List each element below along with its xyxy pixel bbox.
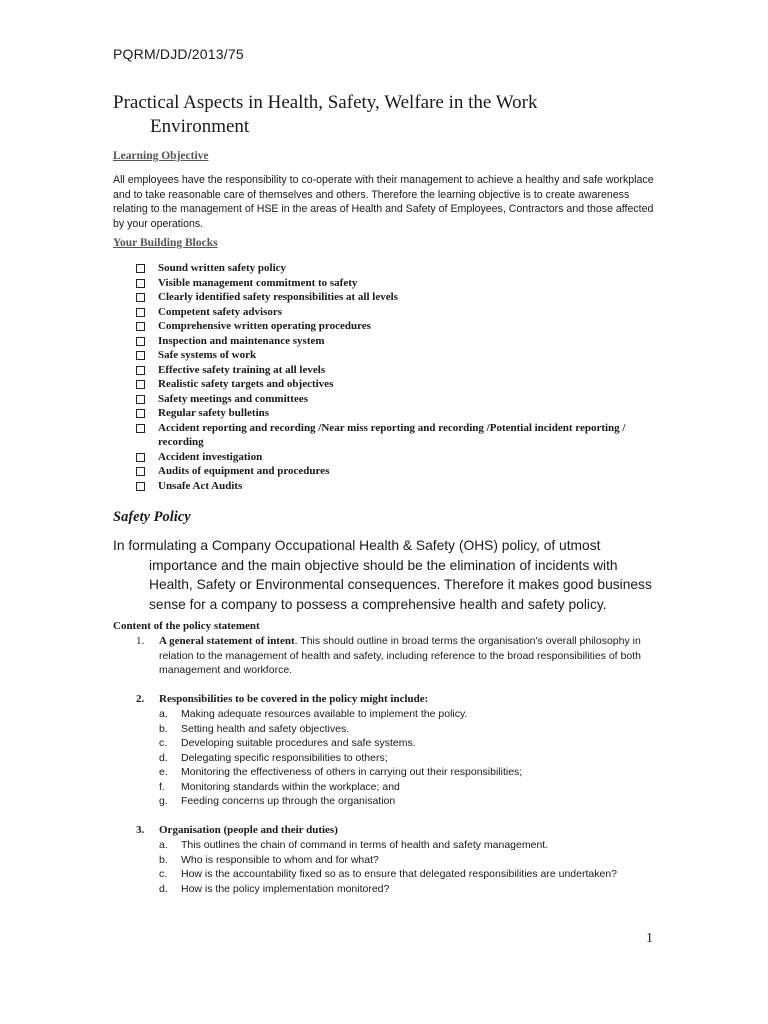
document-title xyxy=(113,91,538,139)
safety-policy-line-1: In formulating a Company Occupational Health & Safety (OHS) policy, of utmost xyxy=(113,538,601,553)
building-block-label: Comprehensive written operating procedures xyxy=(158,320,371,332)
sub-item-letter: d. xyxy=(159,882,168,895)
building-blocks-list xyxy=(136,261,656,493)
building-block-label: Effective safety training at all levels xyxy=(158,363,326,376)
safety-policy-paragraph xyxy=(113,536,653,614)
document-code: PQRM/DJD/2013/75 xyxy=(113,46,244,62)
policy-section-2 xyxy=(113,692,658,817)
building-block-item xyxy=(136,334,656,349)
checkbox-bullet-icon xyxy=(136,424,145,433)
building-block-item xyxy=(136,450,656,465)
building-block-label: Unsafe Act Audits xyxy=(158,479,243,492)
checkbox-bullet-icon xyxy=(136,337,145,346)
checkbox-bullet-icon xyxy=(136,409,145,418)
section-2-number: 2. xyxy=(136,693,145,705)
section-1-text xyxy=(159,634,659,678)
building-block-label: Realistic safety targets and objectives xyxy=(158,378,334,390)
sub-item-text: This outlines the chain of command in terms of health and safety management. xyxy=(181,839,549,851)
sub-item-letter: d. xyxy=(159,751,168,764)
sub-item-text: How is the accountability fixed so as to ensure that delegated responsibilities are undertaken? xyxy=(181,868,618,880)
building-block-item xyxy=(136,406,656,421)
building-block-label: Accident investigation xyxy=(158,450,263,463)
checkbox-bullet-icon xyxy=(136,453,145,462)
sub-item-letter: b. xyxy=(159,853,168,866)
building-block-label: Visible management commitment to safety xyxy=(158,276,358,289)
section-3-title: Organisation (people and their duties) xyxy=(159,824,338,836)
checkbox-bullet-icon xyxy=(136,351,145,360)
building-block-label: Sound written safety policy xyxy=(158,262,287,274)
building-block-item xyxy=(136,479,656,494)
sub-item-letter: g. xyxy=(159,795,168,807)
safety-policy-continuation: importance and the main objective should be the elimination of incidents with Health, Safety or Environmental consequences. Therefore it makes good business sense for a company to possess a comprehensive health and safety policy. xyxy=(149,557,652,612)
building-block-item xyxy=(136,377,656,392)
building-block-label: Audits of equipment and procedures xyxy=(158,465,330,477)
sub-item-letter: c. xyxy=(159,737,168,749)
building-block-item xyxy=(136,261,656,276)
building-blocks-heading: Your Building Blocks xyxy=(113,237,218,249)
building-block-label: Accident reporting and recording /Near miss reporting and recording /Potential incident reporting / recording xyxy=(158,421,626,448)
sub-item-text: Monitoring the effectiveness of others in carrying out their responsibilities; xyxy=(181,766,523,778)
sub-item-letter: f. xyxy=(159,780,165,793)
sub-item-text: Making adequate resources available to implement the policy. xyxy=(181,708,468,720)
section-2-title: Responsibilities to be covered in the policy might include: xyxy=(159,693,429,705)
building-block-item xyxy=(136,290,656,305)
checkbox-bullet-icon xyxy=(136,366,145,375)
building-block-item xyxy=(136,319,656,334)
checkbox-bullet-icon xyxy=(136,322,145,331)
title-line-1: Practical Aspects in Health, Safety, Welfare in the Work xyxy=(113,92,538,113)
building-block-label: Competent safety advisors xyxy=(158,305,283,318)
learning-objective-text: All employees have the responsibility to co-operate with their management to achieve a healthy and safe workplace and to take reasonable care of themselves and others. Therefore the learning objective is to create awareness relating to the management of HSE in the areas of Health and Safety of Employees, Contractors and those affected by your operations. xyxy=(113,174,654,230)
sub-item-letter: a. xyxy=(159,839,168,851)
sub-item-letter: b. xyxy=(159,722,168,735)
building-block-label: Clearly identified safety responsibilities at all levels xyxy=(158,291,398,303)
building-block-label: Regular safety bulletins xyxy=(158,407,270,419)
policy-section-1 xyxy=(113,634,658,682)
section-1-title: A general statement of intent xyxy=(159,635,295,647)
section-1-description: . This should outline in broad terms the organisation's overall philosophy in relation to the management of health and safety, including reference to the broad responsibilities of both management and workforce. xyxy=(159,635,641,676)
page-number: 1 xyxy=(646,931,653,946)
sub-item-text: Feeding concerns up through the organisation xyxy=(181,795,396,807)
building-block-item xyxy=(136,276,656,291)
policy-content-heading: Content of the policy statement xyxy=(113,620,260,632)
sub-item-letter: a. xyxy=(159,708,168,720)
checkbox-bullet-icon xyxy=(136,308,145,317)
sub-item-letter: c. xyxy=(159,868,168,880)
checkbox-bullet-icon xyxy=(136,482,145,491)
checkbox-bullet-icon xyxy=(136,293,145,302)
checkbox-bullet-icon xyxy=(136,264,145,273)
section-1-number: 1. xyxy=(136,635,145,647)
building-block-label: Inspection and maintenance system xyxy=(158,334,325,347)
building-block-item xyxy=(136,305,656,320)
section-3-number: 3. xyxy=(136,824,145,836)
sub-item-text: Who is responsible to whom and for what? xyxy=(181,853,379,866)
policy-section-3 xyxy=(113,823,658,903)
checkbox-bullet-icon xyxy=(136,279,145,288)
building-block-item xyxy=(136,464,656,479)
sub-item-text: Setting health and safety objectives. xyxy=(181,722,350,735)
safety-policy-heading: Safety Policy xyxy=(113,509,191,525)
checkbox-bullet-icon xyxy=(136,467,145,476)
learning-objective-heading: Learning Objective xyxy=(113,150,209,162)
sub-item-text: How is the policy implementation monitored? xyxy=(181,882,390,895)
building-block-item xyxy=(136,421,656,450)
checkbox-bullet-icon xyxy=(136,395,145,404)
sub-item-text: Monitoring standards within the workplace; and xyxy=(181,780,400,793)
building-block-label: Safety meetings and committees xyxy=(158,392,308,405)
title-line-2: Environment xyxy=(150,116,250,137)
building-block-item xyxy=(136,363,656,378)
sub-item-text: Developing suitable procedures and safe systems. xyxy=(181,737,416,749)
sub-item-letter: e. xyxy=(159,766,168,778)
sub-item-text: Delegating specific responsibilities to others; xyxy=(181,751,388,764)
building-block-item xyxy=(136,348,656,363)
building-block-label: Safe systems of work xyxy=(158,349,257,361)
building-block-item xyxy=(136,392,656,407)
checkbox-bullet-icon xyxy=(136,380,145,389)
